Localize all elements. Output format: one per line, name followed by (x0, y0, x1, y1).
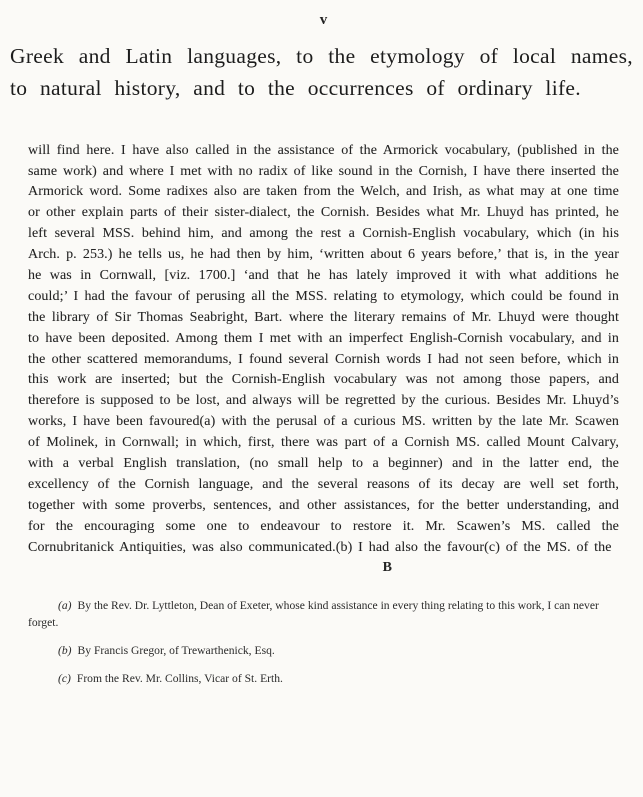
printer-signature-mark: B (382, 560, 392, 576)
body-paragraph: will find here. I have also called in the assistance of the Armorick vocabulary, (published in the same work) and where I met with no radix of like sound in the Cornish, I have there inserted the Armorick word. Some radixes also are taken from the Welch, and Irish, as what may at one time or other explain parts of their sister-dialect, the Cornish. Besides what Mr. Lhuyd has printed, he left several MSS. behind him, and among the rest a Cornish-English vocabulary, which (in his Arch. p. 253.) he tells us, he had then by him, ‘written about 6 years before,’ that is, in the year he was in Cornwall, [viz. 1700.] ‘and that he has lately improved it with what additions he could;’ I had the favour of perusing all the MSS. relating to etymology, which could be found in the library of Sir Thomas Seabright, Bart. where the literary remains of Mr. Lhuyd were thought to have been deposited. Among them I met with an imperfect English-Cornish vocabulary, and in the other scattered memorandums, I found several Cornish words I had not seen before, which in this work are inserted; but the Cornish-English vocabulary was not among those papers, and therefore is supposed to be lost, and always will be regretted by the curious. Besides Mr. Lhuyd’s works, I have been favoured(a) with the perusal of a curious MS. written by the late Mr. Scawen of Molinek, in Cornwall; in which, first, there was part of a Cornish MS. called Mount Calvary, with a verbal English translation, (no small help to a beginner) and in the latter end, the excellency of the Cornish language, and the several reasons of its decay are well set forth, together with some proverbs, sentences, and other assistances, for the better understanding, and for the encouraging some one to endeavour to restore it. Mr. Scawen’s MS. called the Cornubritanick Antiquities, was also communicated.(b) I had also the favour(c) of the MS. of the (28, 142, 619, 555)
footnote-c-marker: (c) (58, 671, 71, 685)
footnotes-section (28, 598, 619, 687)
footnote-c-text: From the Rev. Mr. Collins, Vicar of St. Erth. (76, 671, 283, 685)
footnote-b-text: By Francis Gregor, of Trewarthenick, Esq. (77, 644, 275, 658)
footnote-a-text: By the Rev. Dr. Lyttleton, Dean of Exeter, whose kind assistance in every thing relating to this work, I can never forget. (28, 599, 599, 630)
page-number: v (319, 12, 328, 28)
footnote-a-marker: (a) (58, 599, 72, 613)
footnote-b-marker: (b) (58, 644, 72, 658)
footnote-b (28, 643, 619, 660)
footnote-a (28, 598, 619, 632)
footnote-c (28, 671, 619, 688)
chapter-opening-text: Greek and Latin languages, to the etymology of local names, to natural history, and to the occurrences of ordinary life. (10, 44, 633, 100)
